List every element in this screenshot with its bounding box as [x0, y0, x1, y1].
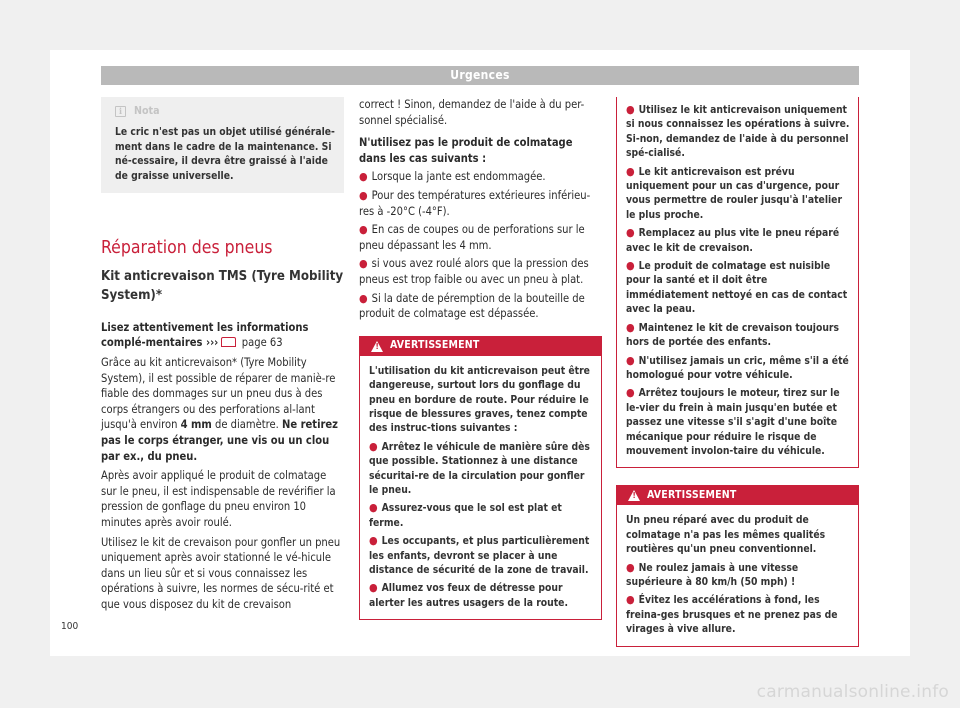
list-item-text: En cas de coupes ou de perforations sur le pneu dépassant les 4 mm.	[359, 223, 585, 252]
bullet-icon: ●	[359, 257, 368, 271]
bullet-icon: ●	[369, 501, 378, 515]
page-reference[interactable]: page 63	[241, 336, 283, 350]
note-text: Le cric n'est pas un objet utilisé générale-ment dans le cadre de la maintenance. Si né-cessaire, il devra être graissé à l'aide de graisse universelle.	[115, 126, 335, 183]
list-item	[369, 440, 593, 498]
list-item-text: Ne roulez jamais à une vitesse supérieure à 80 km/h (50 mph) !	[626, 561, 799, 588]
warning-label: AVERTISSEMENT	[647, 489, 737, 502]
list-item	[359, 188, 602, 219]
paragraph-2: Après avoir appliqué le produit de colmatage sur le pneu, il est indispensable de revérifier la pression de gonflage du pneu environ 10 minutes après avoir roulé.	[101, 469, 336, 529]
warning-label: AVERTISSEMENT	[390, 339, 480, 352]
paragraph-1-text: Grâce au kit anticrevaison* (Tyre Mobility System), il est possible de réparer de maniè-re fiable des dommages sur un pneu dus à des corps étrangers ou des perforations al-lant jusqu'à environ	[101, 356, 336, 432]
list-item-text: Arrêtez toujours le moteur, tirez sur le le-vier du frein à main jusqu'en butée et passez une vitesse s'il s'agit d'une boîte mécanique pour réduire le risque de mouvement involon-taire du véhicule.	[626, 387, 840, 457]
bullet-icon: ●	[359, 223, 368, 237]
list-item	[626, 561, 850, 590]
note-header	[115, 104, 336, 119]
column-middle	[359, 97, 602, 620]
warning-intro: L'utilisation du kit anticrevaison peut être dangereuse, surtout lors du gonflage du pneu en bordure de route. Pour réduire le risque de blessures graves, tenez compte des instruc-tions suivantes :	[369, 364, 590, 435]
bullet-icon: ●	[369, 581, 378, 595]
list-item-text: Maintenez le kit de crevaison toujours hors de portée des enfants.	[626, 321, 840, 349]
warning-icon	[628, 490, 640, 501]
list-item-text: Si la date de péremption de la bouteille de produit de colmatage est dépassée.	[359, 291, 585, 321]
column-right	[616, 97, 859, 647]
list-item	[369, 501, 593, 530]
bullet-icon: ●	[626, 386, 635, 400]
warning-icon	[371, 341, 383, 352]
section-title: Réparation des pneus	[101, 237, 273, 258]
note-box	[101, 97, 344, 193]
watermark: carmanualsonline.info	[756, 682, 949, 702]
usage-restrictions-heading: N'utilisez pas le produit de colmatage dans les cas suivants :	[359, 136, 573, 165]
page-number: 100	[61, 621, 79, 632]
bullet-icon: ●	[359, 188, 368, 202]
paragraph-3: Utilisez le kit de crevaison pour gonfler un pneu uniquement après avoir stationné le vé-hicule dans un lieu sûr et si vous connaissez les opérations à suivre, les normes de sécu-rité et que vous disposez du kit de crevaison	[101, 535, 341, 611]
list-item	[359, 169, 602, 185]
bullet-icon: ●	[626, 103, 635, 116]
list-item	[626, 354, 850, 383]
sub-title: Kit anticrevaison TMS (Tyre Mobility System)*	[101, 268, 344, 303]
list-item-text: N'utilisez jamais un cric, même s'il a été homologué pour votre véhicule.	[626, 354, 849, 381]
warning-intro: Un pneu réparé avec du produit de colmatage n'a pas les mêmes qualités routières qu'un pneu conventionnel.	[626, 514, 826, 556]
list-item-text: Lorsque la jante est endommagée.	[371, 170, 546, 184]
bullet-icon: ●	[626, 259, 635, 273]
bullet-icon: ●	[626, 593, 635, 607]
list-item	[359, 291, 602, 322]
book-icon	[221, 337, 236, 347]
warning-box	[359, 336, 602, 621]
paragraph-continued: correct ! Sinon, demandez de l'aide à du per-sonnel spécialisé.	[359, 98, 585, 127]
intro-label: Lisez attentivement les informations complé-mentaires ›››	[101, 320, 309, 350]
list-item	[369, 534, 593, 577]
bullet-icon: ●	[359, 291, 368, 305]
bullet-icon: ●	[626, 353, 635, 367]
bullet-icon: ●	[369, 439, 378, 453]
list-item	[359, 222, 602, 253]
list-item	[626, 321, 850, 350]
chapter-header: Urgences	[101, 66, 859, 85]
info-icon: i	[115, 106, 126, 117]
list-item	[626, 259, 850, 317]
paragraph-1-emphasis: Ne retirez pas le corps étranger, une vis ou un clou par ex., du pneu.	[101, 418, 338, 463]
list-item	[626, 165, 850, 223]
warning-box	[616, 485, 859, 646]
list-item	[626, 593, 850, 636]
list-item	[359, 256, 602, 287]
list-item	[626, 386, 850, 458]
warning-box-continued	[616, 97, 859, 468]
intro-text	[101, 320, 344, 351]
list-item-text: si vous avez roulé alors que la pression des pneus est trop faible ou avec un pneu à plat.	[359, 257, 589, 286]
list-item-text: Arrêtez le véhicule de manière sûre dès que possible. Stationnez à une distance sécuritai-re de la circulation pour gonfler le pneu.	[369, 440, 590, 496]
list-item-text: Remplacez au plus vite le pneu réparé avec le kit de crevaison.	[626, 227, 840, 254]
paragraph-1-size: 4 mm	[180, 418, 212, 432]
list-item-text: Pour des températures extérieures inférieu-res à -20°C (-4°F).	[359, 188, 591, 218]
warning-body	[617, 505, 858, 645]
list-item-text: Les occupants, et plus particulièrement les enfants, devront se placer à une distance de sécurité de la zone de travail.	[369, 535, 590, 576]
list-item-text: Le produit de colmatage est nuisible pour la santé et il doit être immédiatement nettoyé en cas de contact avec la peau.	[626, 260, 848, 316]
list-item-text: Évitez les accélérations à fond, les freina-ges brusques et ne prenez pas de virages à vive allure.	[626, 594, 838, 636]
bullet-icon: ●	[626, 164, 635, 178]
list-item-text: Utilisez le kit anticrevaison uniquement si nous connaissez les opérations à suivre. Si-non, demandez de l'aide à du personnel spé-cialisé.	[626, 104, 850, 160]
bullet-icon: ●	[359, 170, 368, 184]
column-left	[101, 97, 344, 613]
paragraph-1	[101, 355, 344, 464]
bullet-icon: ●	[626, 560, 635, 574]
list-item-text: Assurez-vous que le sol est plat et ferme.	[369, 502, 562, 529]
warning-body	[617, 97, 858, 467]
list-item	[369, 581, 593, 610]
list-item-text: Allumez vos feux de détresse pour alerter les autres usagers de la route.	[369, 582, 568, 609]
list-item	[626, 226, 850, 255]
warning-header	[617, 486, 858, 505]
list-item	[626, 103, 850, 161]
warning-header	[360, 337, 601, 356]
paragraph-1-cont: de diamètre.	[211, 418, 282, 432]
warning-body	[360, 356, 601, 620]
note-label: Nota	[134, 104, 160, 117]
bullet-icon: ●	[369, 534, 378, 548]
bullet-icon: ●	[626, 320, 635, 334]
bullet-icon: ●	[626, 226, 635, 240]
list-item-text: Le kit anticrevaison est prévu uniquement pour un cas d'urgence, pour vous permettre de rouler jusqu'à l'atelier le plus proche.	[626, 165, 843, 221]
